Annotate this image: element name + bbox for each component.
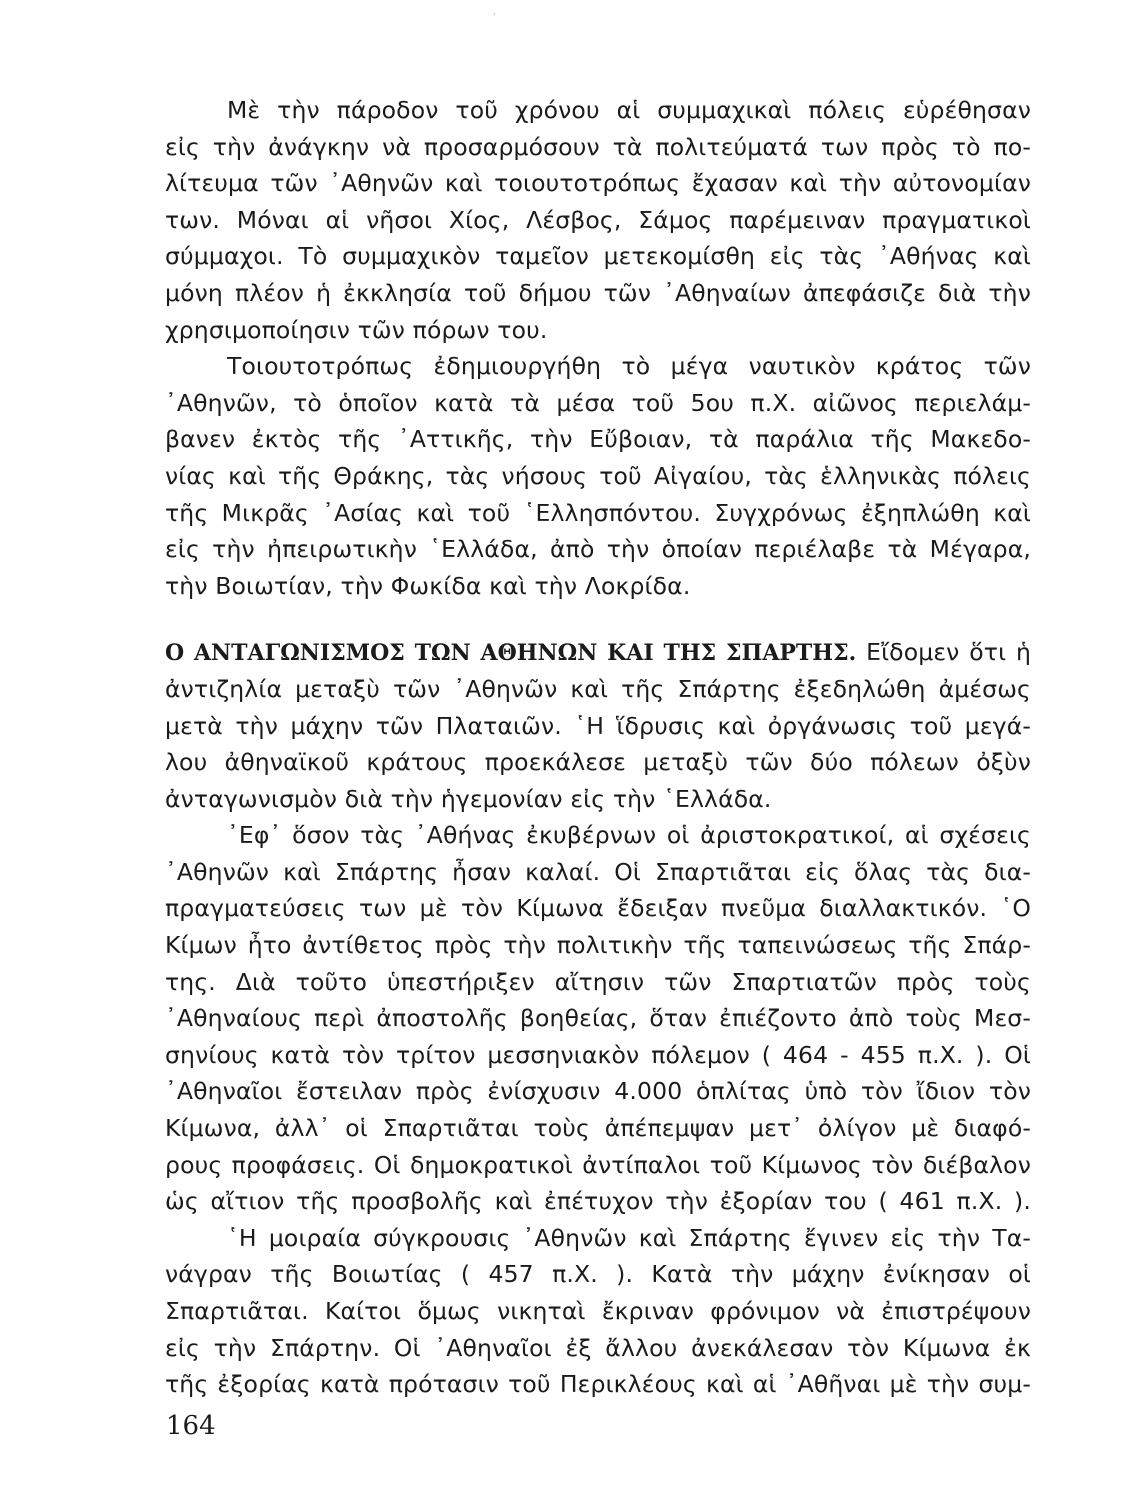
- text-line: ᾿Αθηναίους περὶ ἀποστολῆς βοηθείας, ὅταν ἐπιέζοντο ἀπὸ τοὺς Μεσ-: [165, 1004, 1031, 1033]
- text-line: νίας καὶ τῆς Θράκης, τὰς νήσους τοῦ Αἰγαίου, τὰς ἑλληνικὰς πόλεις: [165, 461, 1031, 490]
- text-line: μόνη πλέον ἡ ἐκκλησία τοῦ δήμου τῶν ᾿Αθηναίων ἀπεφάσιζε διὰ τὴν: [165, 278, 1031, 307]
- text-line: τῆς Μικρᾶς ᾿Ασίας καὶ τοῦ ῾Ελλησπόντου. Συγχρόνως ἐξηπλώθη καὶ: [165, 498, 1031, 527]
- text-line: τῆς ἐξορίας κατὰ πρότασιν τοῦ Περικλέους καὶ αἱ ᾿Αθῆναι μὲ τὴν συμ-: [165, 1370, 1031, 1399]
- text-line: ρους προφάσεις. Οἱ δημοκρατικοὶ ἀντίπαλοι τοῦ Κίμωνος τὸν διέβαλον: [165, 1150, 1031, 1179]
- text-line: λίτευμα τῶν ᾿Αθηνῶν καὶ τοιουτοτρόπως ἔχασαν καὶ τὴν αὐτονομίαν: [165, 169, 1031, 198]
- text-line: βανεν ἐκτὸς τῆς ᾿Αττικῆς, τὴν Εὔβοιαν, τὰ παράλια τῆς Μακεδο-: [165, 425, 1031, 454]
- text-line: μετὰ τὴν μάχην τῶν Πλαταιῶν. ῾Η ἵδρυσις καὶ ὀργάνωσις τοῦ μεγά-: [165, 711, 1031, 740]
- text-line: νάγραν τῆς Βοιωτίας ( 457 π.Χ. ). Κατὰ τὴν μάχην ἐνίκησαν οἱ: [165, 1260, 1031, 1289]
- heading-line-text: Εἴδομεν ὅτι ἡ: [866, 638, 1031, 667]
- text-line: χρησιμοποίησιν τῶν πόρων του.: [165, 315, 548, 344]
- text-line: ὡς αἴτιον τῆς προσβολῆς καὶ ἐπέτυχον τὴν ἐξορίαν του ( 461 π.Χ. ).: [165, 1187, 1031, 1216]
- text-line: ᾿Αθηνῶν καὶ Σπάρτης ἦσαν καλαί. Οἱ Σπαρτιᾶται εἰς ὅλας τὰς δια-: [165, 857, 1031, 886]
- text-line: ῾Η μοιραία σύγκρουσις ᾿Αθηνῶν καὶ Σπάρτης ἔγινεν εἰς τὴν Τα-: [227, 1223, 1031, 1252]
- text-line: λου ἀθηναϊκοῦ κράτους προεκάλεσε μεταξὺ τῶν δύο πόλεων ὀξὺν: [165, 748, 1031, 777]
- text-line: σηνίους κατὰ τὸν τρίτον μεσσηνιακὸν πόλεμον ( 464 - 455 π.Χ. ). Οἱ: [165, 1040, 1031, 1069]
- text-line: εἰς τὴν ἠπειρωτικὴν ῾Ελλάδα, ἀπὸ τὴν ὁποίαν περιέλαβε τὰ Μέγαρα,: [165, 535, 1031, 564]
- text-line: ἀνταγωνισμὸν διὰ τὴν ἡγεμονίαν εἰς τὴν ῾Ελλάδα.: [165, 784, 772, 813]
- text-line: της. Διὰ τοῦτο ὑπεστήριξεν αἴτησιν τῶν Σπαρτιατῶν πρὸς τοὺς: [165, 967, 1031, 996]
- text-line: εἰς τὴν Σπάρτην. Οἱ ᾿Αθηναῖοι ἐξ ἄλλου ἀνεκάλεσαν τὸν Κίμωνα ἐκ: [165, 1333, 1031, 1362]
- text-line: τὴν Βοιωτίαν, τὴν Φωκίδα καὶ τὴν Λοκρίδα.: [165, 571, 691, 600]
- text-line: Μὲ τὴν πάροδον τοῦ χρόνου αἱ συμμαχικαὶ πόλεις εὑρέθησαν: [227, 96, 1031, 124]
- page-body: [165, 92, 1031, 1403]
- text-line: Κίμωνα, ἀλλ᾿ οἱ Σπαρτιᾶται τοὺς ἀπέπεμψαν μετ᾿ ὀλίγον μὲ διαφό-: [165, 1114, 1031, 1143]
- section-heading-line: [165, 634, 1031, 671]
- text-line: των. Μόναι αἱ νῆσοι Χίος, Λέσβος, Σάμος παρέμειναν πραγματικοὶ: [165, 205, 1031, 234]
- text-line: ᾿Αθηναῖοι ἔστειλαν πρὸς ἐνίσχυσιν 4.000 ὁπλίτας ὑπὸ τὸν ἴδιον τὸν: [165, 1077, 1031, 1106]
- text-line: Κίμων ἦτο ἀντίθετος πρὸς τὴν πολιτικὴν τῆς ταπεινώσεως τῆς Σπάρ-: [165, 931, 1031, 960]
- text-line: Σπαρτιᾶται. Καίτοι ὅμως νικηταὶ ἔκριναν φρόνιμον νὰ ἐπιστρέψουν: [165, 1297, 1031, 1325]
- text-line: ἀντιζηλία μεταξὺ τῶν ᾿Αθηνῶν καὶ τῆς Σπάρτης ἐξεδηλώθη ἀμέσως: [165, 674, 1031, 703]
- section-heading: Ο ΑΝΤΑΓΩΝΙΣΜΟΣ ΤΩΝ ΑΘΗΝΩΝ ΚΑΙ ΤΗΣ ΣΠΑΡΤΗΣ.: [165, 640, 857, 667]
- text-line: ᾿Αθηνῶν, τὸ ὁποῖον κατὰ τὰ μέσα τοῦ 5ου π.Χ. αἰῶνος περιελάμ-: [165, 388, 1031, 417]
- text-line: πραγματεύσεις των μὲ τὸν Κίμωνα ἔδειξαν πνεῦμα διαλλακτικόν. ῾Ο: [165, 894, 1031, 923]
- text-line: σύμμαχοι. Τὸ συμμαχικὸν ταμεῖον μετεκομίσθη εἰς τὰς ᾿Αθήνας καὶ: [165, 242, 1031, 271]
- scan-speck: ·: [493, 10, 496, 20]
- text-line: ᾿Εφ᾿ ὅσον τὰς ᾿Αθήνας ἐκυβέρνων οἱ ἀριστοκρατικοί, αἱ σχέσεις: [227, 821, 1031, 850]
- section-gap: [165, 604, 1031, 634]
- text-line: Τοιουτοτρόπως ἐδημιουργήθη τὸ μέγα ναυτικὸν κράτος τῶν: [227, 352, 1031, 381]
- page-number: 164: [166, 1411, 216, 1441]
- text-line: εἰς τὴν ἀνάγκην νὰ προσαρμόσουν τὰ πολιτεύματά των πρὸς τὸ πο-: [165, 132, 1031, 161]
